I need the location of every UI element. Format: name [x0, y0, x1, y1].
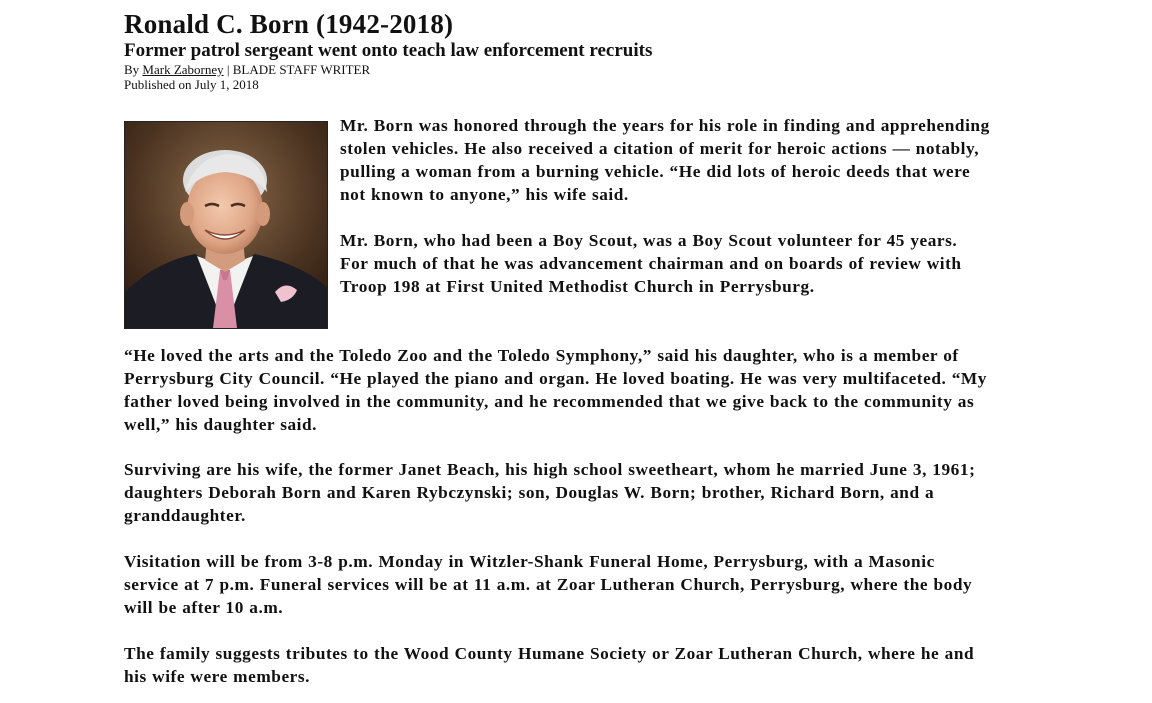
- byline-suffix: | BLADE STAFF WRITER: [223, 62, 371, 77]
- author-link[interactable]: Mark Zaborney: [142, 62, 224, 77]
- paragraph-survivors: Surviving are his wife, the former Janet Beach, his high school sweetheart, whom he married June 3, 1961; daughters Deborah Born and Karen Rybczynski; son, Douglas W. Born; brother, Richard Born, and a granddaughter.: [124, 460, 976, 525]
- headline: Ronald C. Born (1942-2018): [124, 9, 454, 39]
- article-header: [124, 8, 994, 92]
- paragraph-honors: Mr. Born was honored through the years for his role in finding and apprehending stolen vehicles. He also received a citation of merit for heroic actions — notably, pulling a woman from a burning vehicle. “He did lots of heroic deeds that were not known to anyone,” his wife said.: [340, 116, 990, 204]
- subheadline: Former patrol sergeant went onto teach law enforcement recruits: [124, 40, 653, 61]
- byline: [124, 62, 994, 77]
- published-date: Published on July 1, 2018: [124, 77, 259, 92]
- portrait-photo: [124, 121, 328, 329]
- portrait-illustration: [125, 122, 327, 328]
- paragraph-tributes: The family suggests tributes to the Wood County Humane Society or Zoar Lutheran Church, where he and his wife were members.: [124, 644, 975, 686]
- paragraph-visitation: Visitation will be from 3-8 p.m. Monday in Witzler-Shank Funeral Home, Perrysburg, with a Masonic service at 7 p.m. Funeral services will be at 11 a.m. at Zoar Lutheran Church, Perrysburg, where the body will be after 10 a.m.: [124, 552, 973, 617]
- paragraph-arts: “He loved the arts and the Toledo Zoo and the Toledo Symphony,” said his daughter, who is a member of Perrysburg City Council. “He played the piano and organ. He loved boating. He was very multifaceted. “My father loved being involved in the community, and he recommended that we give back to the community as well,” his daughter said.: [124, 346, 987, 434]
- byline-prefix: By: [124, 62, 143, 77]
- paragraph-boy-scouts: Mr. Born, who had been a Boy Scout, was a Boy Scout volunteer for 45 years. For much of that he was advancement chairman and on boards of review with Troop 198 at First United Methodist Church in Perrysburg.: [340, 231, 962, 296]
